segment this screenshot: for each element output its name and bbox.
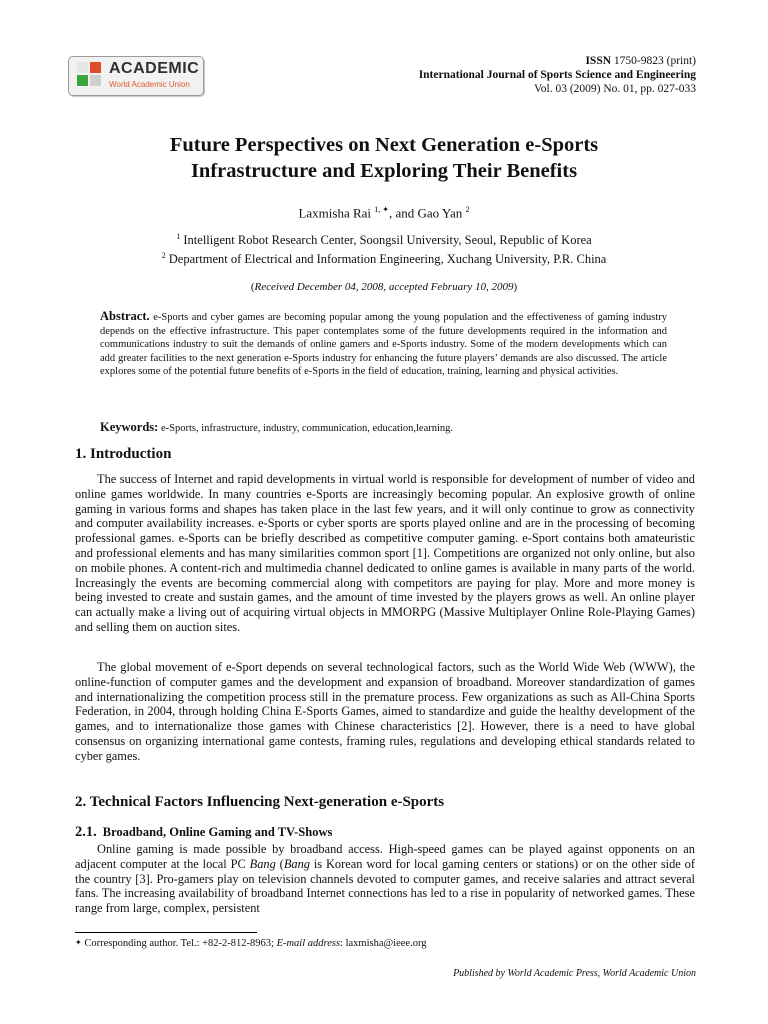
title-line-2: Infrastructure and Exploring Their Benefits [190,160,578,182]
abstract [100,310,667,379]
affiliation-2 [84,251,684,267]
affiliation-1 [84,232,684,248]
received-close: ) [513,281,518,293]
affiliation-1-num: 1 [176,232,181,241]
author-1-sup: 1, ✦ [374,205,389,214]
subsection-2-1-paragraph [75,842,695,916]
issn-line [419,54,696,68]
authors [84,205,684,221]
affiliation-2-num: 2 [161,251,166,260]
keywords-label: Keywords: [100,420,159,434]
author-1: Laxmisha Rai [298,205,375,221]
title-line-1: Future Perspectives on Next Generation e-Sports [169,134,599,156]
page-footer: Published by World Academic Press, World Academic Union [453,968,696,979]
paper-title [84,132,684,184]
footnote-email-label: E-mail address [276,938,341,949]
affiliation-1-text: Intelligent Robot Research Center, Soongsil University, Seoul, Republic of Korea [180,233,592,248]
subsection-2-1-heading [75,824,332,841]
bang-term-2: Bang [283,856,310,871]
section-1-paragraph-2: The global movement of e-Sport depends on several technological factors, such as the World Wide Web (WWW), the online-function of computer games and the development and expansion of broadband. Moreover standardization of games and internationalizing the competition process still in the premature process. Few organizations as such as All-China Sports Federation, in 2004, through holding China E-Sports Games, aimed to standardize and guide the healthy development of the games, and to internationalize those games with Chinese characteristics [2]. However, there is a need to have global consensus on organizing international game contests, framing rules, regulations and developing ethical standards related to cyber games. [75,660,695,763]
section-2-heading: 2. Technical Factors Influencing Next-generation e-Sports [75,794,445,810]
subsection-2-1-title: Broadband, Online Gaming and TV-Shows [102,825,333,839]
logo-subtitle: World Academic Union [109,80,190,89]
affiliation-2-text: Department of Electrical and Information Engineering, Xuchang University, P.R. China [165,252,607,267]
section-1-paragraph-1: The success of Internet and rapid developments in virtual world is responsible for development of number of video and online games worldwide. In many countries e-Sports are increasingly becoming popular. An explosive growth of online gaming in various forms and shapes has taken place in the last few years, and it will only continue to grow as connectivity and computer availability increases. e-Sports or cyber sports are sports played online and are in the processing of becoming professional games. e-Sports can be briefly described as competitive computer gaming. e-Sport contains both amateuristic and professional elements and has many similarities common sport [1]. Competitions are organized not only online, but also on mobile phones. A content-rich and multimedia channel dedicated to online games is available in many parts of the world. Increasingly the events are becoming commercial along with competitors are paying for play. More and more money is being invested to create and sustain games, and the amount of time invested by the players grows as well. An online player can actually make a living out of acquiring virtual objects in MMORPG (Massive Multiplayer Online Role-Playing Games) and selling them on auction sites. [75,472,695,634]
footnote-mark: ✦ [75,938,82,947]
logo-mark-icon [77,62,103,90]
received-text: Received December 04, 2008, accepted February 10, 2009 [254,281,514,293]
logo-title: ACADEMIC [109,60,200,77]
abstract-label: Abstract. [100,309,150,323]
author-separator: , and Gao Yan [388,205,466,221]
footnote-rule [75,932,257,933]
issn-label: ISSN [585,55,612,67]
footnote-text-2: : laxmisha@ieee.org [340,938,427,949]
journal-name: International Journal of Sports Science and Engineering [418,69,696,81]
keywords-text: e-Sports, infrastructure, industry, communication, education,learning. [158,423,454,434]
footnote-text-1: Corresponding author. Tel.: +82-2-812-8963; [81,938,277,949]
keywords [100,420,667,435]
journal-volume: Vol. 03 (2009) No. 01, pp. 027-033 [533,83,696,95]
issn-value: 1750-9823 (print) [611,55,696,67]
publisher-logo [68,56,204,96]
para-part-b: ( [275,856,284,871]
footnote [75,938,427,949]
abstract-text: e-Sports and cyber games are becoming popular among the young population and the effectiveness of gaming industry depends on the effective infrastructure. This paper contemplates some of the future developments required in the information and communications industry to suit the demands of online gamers and e-Sports industry. Some of the modern developments which can add greater facilities to the next generation e-Sports industry for enhancing the future players’ demands are also discussed. The article explores some of the potential future benefits of e-Sports in the field of education, training, learning and physical activities. [100,312,667,378]
received-dates [84,281,684,293]
para-part-c: is Korean word for local gaming centers or stations) or on the other side of the country [3]. Pro-gamers play on television channels devoted to computer games, and receive salaries and attract several fans. The increasing availability of broadband Internet connections has led to a rise in popularity of networked games. These range from large, complex, persistent [75,856,695,916]
subsection-2-1-number: 2.1. [75,824,97,840]
para-part-a: Online gaming is made possible by broadband access. High-speed games can be played against opponents on an adjacent computer at the local PC [75,842,695,871]
author-2-sup: 2 [465,205,470,214]
received-open: ( [250,281,255,293]
section-1-heading: 1. Introduction [75,446,172,462]
journal-header [419,54,696,96]
bang-term-1: Bang [249,856,276,871]
